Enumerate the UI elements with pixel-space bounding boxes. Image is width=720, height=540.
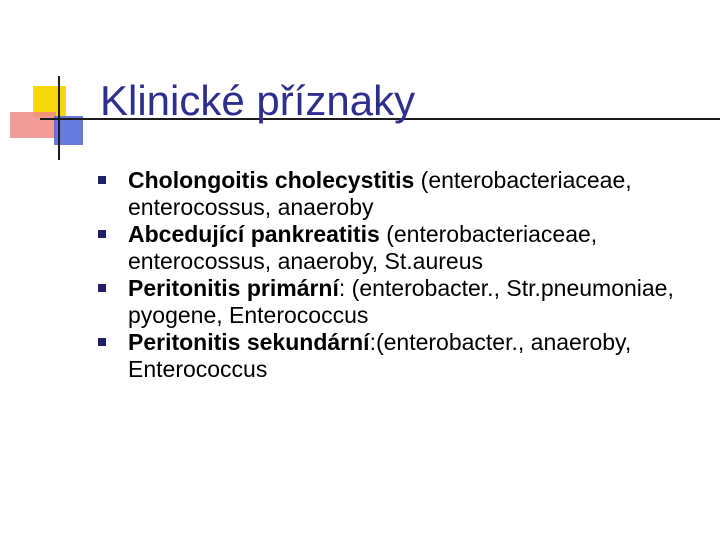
bullet-bold-term: Cholongoitis cholecystitis <box>128 167 415 193</box>
bullet-bold-term: Peritonitis primární <box>128 275 339 301</box>
bullet-bold-term: Peritonitis sekundární <box>128 329 370 355</box>
bullet-detail: (enterobacteriaceae, enterocossus, anaeroby <box>128 167 632 220</box>
bullet-list <box>98 167 708 383</box>
square-bullet-icon <box>98 176 106 184</box>
bullet-detail: :(enterobacter., anaeroby, Enterococcus <box>128 329 632 382</box>
square-bullet-icon <box>98 284 106 292</box>
bullet-detail: (enterobacteriaceae, enterocossus, anaeroby, St.aureus <box>128 221 598 274</box>
bullet-item-cholangitis <box>98 167 708 221</box>
bullet-item-secondary-peritonitis <box>98 329 708 383</box>
bullet-detail: : (enterobacter., Str.pneumoniae, pyogene, Enterococcus <box>128 275 674 328</box>
bullet-text <box>128 167 632 220</box>
square-bullet-icon <box>98 230 106 238</box>
square-bullet-icon <box>98 338 106 346</box>
title-ornament-pink-square <box>10 112 56 138</box>
bullet-bold-term: Abcedující pankreatitis <box>128 221 380 247</box>
bullet-text <box>128 329 631 382</box>
bullet-text <box>128 275 674 328</box>
slide-title: Klinické příznaky <box>100 77 416 124</box>
bullet-item-pancreatitis <box>98 221 708 275</box>
bullet-item-primary-peritonitis <box>98 275 708 329</box>
bullet-text <box>128 221 597 274</box>
